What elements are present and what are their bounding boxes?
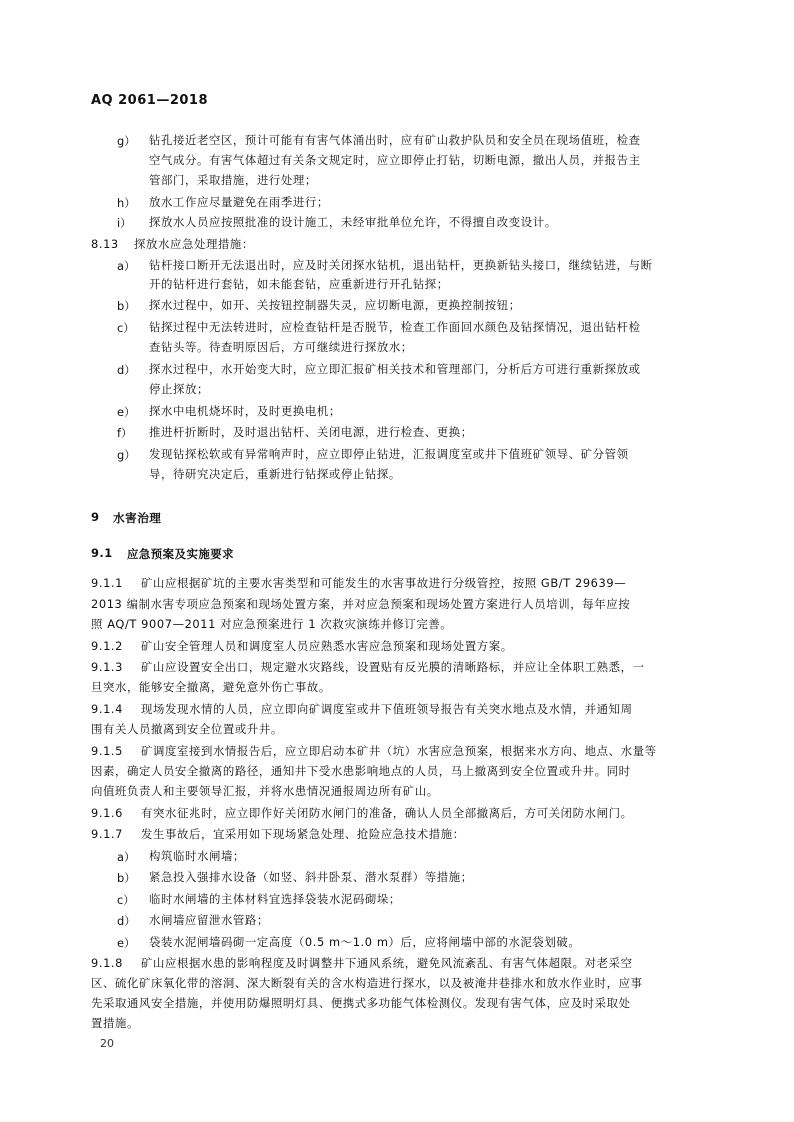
clause-line: 置措施。 <box>91 1016 139 1030</box>
list-item-line: 紧急投入强排水设备（如竖、斜井卧泵、潜水泵群）等措施； <box>149 870 473 884</box>
clause-line: 区、硫化矿床氧化带的溶洞、深大断裂有关的含水构造进行探水，以及被淹井巷排水和放水作业时，应事 <box>91 976 643 990</box>
chapter-number: 9 <box>91 510 100 524</box>
clause-line: 现场发现水情的人员，应立即向矿调度室或井下值班领导报告有关突水地点及水情，并通知周 <box>141 702 633 716</box>
clause-number: 9.1.1 <box>91 576 123 590</box>
list-marker: i） <box>117 216 132 230</box>
list-item-line: 放水工作应尽量避免在雨季进行； <box>149 195 329 209</box>
section-number: 9.1 <box>91 546 113 560</box>
clause-number: 9.1.6 <box>91 806 123 820</box>
list-item-line: 钻探过程中无法转进时，应检查钻杆是否脱节，检查工作面回水颜色及钻探情况，退出钻杆检 <box>149 320 641 334</box>
list-item-line: 开的钻杆进行套钻，如未能套钻，应重新进行开孔钻探； <box>149 277 449 291</box>
clause-line: 旦突水，能够安全撤离，避免意外伤亡事故。 <box>91 680 331 694</box>
chapter-title: 水害治理 <box>113 511 162 525</box>
list-marker: h） <box>117 196 136 210</box>
clause-number: 9.1.8 <box>91 956 123 970</box>
list-marker: e） <box>117 405 136 419</box>
standard-code-header: AQ 2061—2018 <box>91 93 209 108</box>
clause-number: 9.1.7 <box>91 827 123 841</box>
list-item-line: 空气成分。有害气体超过有关条文规定时，应立即停止打钻，切断电源，撤出人员，并报告主 <box>149 153 641 167</box>
list-item-line: 停止探放； <box>149 382 209 396</box>
list-marker: a） <box>117 850 136 864</box>
section-title: 应急预案及实施要求 <box>127 547 235 561</box>
list-item-line: 探水中电机烧坏时，及时更换电机； <box>149 404 341 418</box>
page-number: 20 <box>100 1037 114 1050</box>
list-item-line: 管部门，采取措施，进行处理； <box>149 173 317 187</box>
clause-number: 9.1.4 <box>91 702 123 716</box>
section-title: 探放水应急处理措施： <box>134 237 254 251</box>
clause-line: 矿山应根据矿坑的主要水害类型和可能发生的水害事故进行分级管控，按照 GB/T 29639— <box>141 576 627 590</box>
list-marker: d） <box>117 363 136 377</box>
clause-number: 9.1.5 <box>91 744 123 758</box>
clause-line: 有突水征兆时，应立即作好关闭防水闸门的准备，确认人员全部撤离后，方可关闭防水闸门。 <box>141 806 633 820</box>
clause-line: 发生事故后，宜采用如下现场紧急处理、抢险应急技术措施： <box>141 827 465 841</box>
list-marker: b） <box>117 299 136 313</box>
clause-line: 矿山应根据水患的影响程度及时调整井下通风系统，避免风流紊乱、有害气体超限。对老采空 <box>141 956 633 970</box>
list-item-line: 发现钻探松软或有异常响声时，应立即停止钻进，汇报调度室或井下值班矿领导、矿分管领 <box>149 447 629 461</box>
clause-line: 矿山应设置安全出口，规定避水灾路线，设置贴有反光膜的清晰路标，并应让全体职工熟悉，一 <box>141 660 645 674</box>
list-marker: g） <box>117 134 136 148</box>
list-item-line: 探水过程中，如开、关按钮控制器失灵，应切断电源，更换控制按钮； <box>149 298 521 312</box>
list-marker: b） <box>117 871 136 885</box>
list-item-line: 钻孔接近老空区，预计可能有有害气体涌出时，应有矿山救护队员和安全员在现场值班，检查 <box>149 133 641 147</box>
clause-line: 因素，确定人员安全撤离的路径，通知井下受水患影响地点的人员，马上撤离到安全位置或升井。同时 <box>91 764 631 778</box>
clause-line: 矿山安全管理人员和调度室人员应熟悉水害应急预案和现场处置方案。 <box>141 639 513 653</box>
list-item-line: 导，待研究决定后，重新进行钻探或停止钻探。 <box>149 467 401 481</box>
list-item-line: 查钻头等。待查明原因后，方可继续进行探放水； <box>149 340 413 354</box>
list-item-line: 探水过程中，水开始变大时，应立即汇报矿相关技术和管理部门，分析后方可进行重新探放或 <box>149 362 641 376</box>
list-item-line: 钻杆接口断开无法退出时，应及时关闭探水钻机，退出钻杆，更换新钻头接口，继续钻进，与断 <box>149 258 653 272</box>
clause-number: 9.1.3 <box>91 660 123 674</box>
list-item-line: 构筑临时水闸墙； <box>149 849 245 863</box>
list-marker: c） <box>117 321 135 335</box>
clause-number: 9.1.2 <box>91 639 123 653</box>
list-item-line: 水闸墙应留泄水管路； <box>149 913 269 927</box>
list-item-line: 推进杆折断时，及时退出钻杆、关闭电源，进行检查、更换； <box>149 425 473 439</box>
section-number: 8.13 <box>91 237 119 251</box>
list-marker: c） <box>117 893 135 907</box>
clause-line: 矿调度室接到水情报告后，应立即启动本矿井（坑）水害应急预案，根据来水方向、地点、水量等 <box>141 744 657 758</box>
clause-line: 先采取通风安全措施，并使用防爆照明灯具、便携式多功能气体检测仪。发现有害气体，应及时采取处 <box>91 996 631 1010</box>
clause-line: 照 AQ/T 9007—2011 对应急预案进行 1 次救灾演练并修订完善。 <box>91 617 453 631</box>
list-marker: a） <box>117 259 136 273</box>
list-marker: f） <box>117 426 133 440</box>
list-item-line: 临时水闸墙的主体材料宜选择袋装水泥码砌垛； <box>149 892 401 906</box>
list-marker: d） <box>117 914 136 928</box>
clause-line: 围有关人员撤离到安全位置或升井。 <box>91 722 283 736</box>
list-marker: g） <box>117 448 136 462</box>
clause-line: 2013 编制水害专项应急预案和现场处置方案，并对应急预案和现场处置方案进行人员培训，每年应按 <box>91 597 631 611</box>
list-item-line: 探放水人员应按照批准的设计施工，未经审批单位允许，不得擅自改变设计。 <box>149 215 557 229</box>
list-item-line: 袋装水泥闸墙码砌一定高度（0.5 m～1.0 m）后，应将闸墙中部的水泥袋划破。 <box>149 935 581 949</box>
clause-line: 向值班负责人和主要领导汇报，并将水患情况通报周边所有矿山。 <box>91 784 439 798</box>
list-marker: e） <box>117 936 136 950</box>
